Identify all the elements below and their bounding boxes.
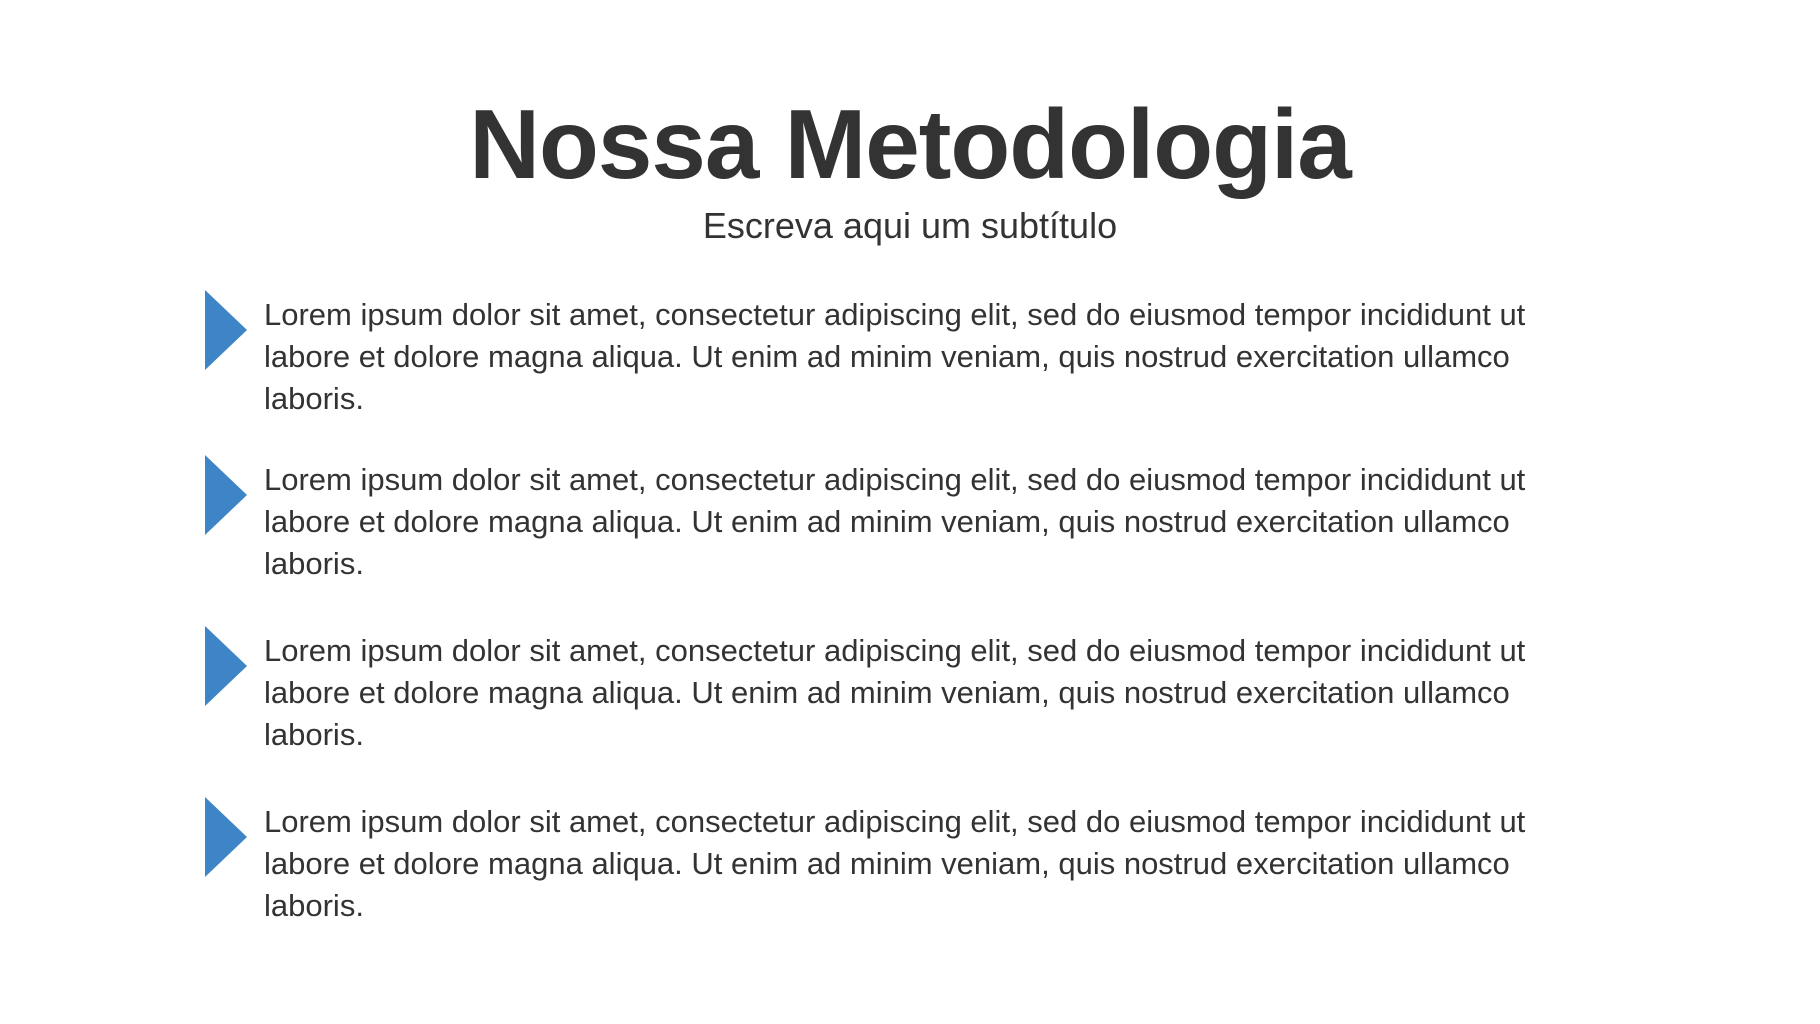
header — [0, 89, 1820, 248]
triangle-right-icon — [205, 797, 247, 877]
list-item-text: Lorem ipsum dolor sit amet, consectetur adipiscing elit, sed do eiusmod tempor incididunt ut labore et dolore magna aliqua. Ut enim ad minim veniam, quis nostrud exercitation ullamco laboris. — [264, 633, 1526, 752]
triangle-right-icon — [205, 626, 247, 706]
list-item-text: Lorem ipsum dolor sit amet, consectetur adipiscing elit, sed do eiusmod tempor incididunt ut labore et dolore magna aliqua. Ut enim ad minim veniam, quis nostrud exercitation ullamco laboris. — [264, 297, 1526, 416]
list-item — [205, 626, 1625, 756]
list-item — [205, 290, 1625, 420]
triangle-right-icon — [205, 290, 247, 370]
list-item-text: Lorem ipsum dolor sit amet, consectetur adipiscing elit, sed do eiusmod tempor incididunt ut labore et dolore magna aliqua. Ut enim ad minim veniam, quis nostrud exercitation ullamco laboris. — [264, 804, 1526, 923]
page-title: Nossa Metodologia — [469, 89, 1351, 199]
list-item-text: Lorem ipsum dolor sit amet, consectetur adipiscing elit, sed do eiusmod tempor incididunt ut labore et dolore magna aliqua. Ut enim ad minim veniam, quis nostrud exercitation ullamco laboris. — [264, 462, 1526, 581]
page-subtitle: Escreva aqui um subtítulo — [702, 205, 1118, 246]
triangle-right-icon — [205, 455, 247, 535]
list-item — [205, 797, 1625, 927]
list-item — [205, 455, 1625, 585]
